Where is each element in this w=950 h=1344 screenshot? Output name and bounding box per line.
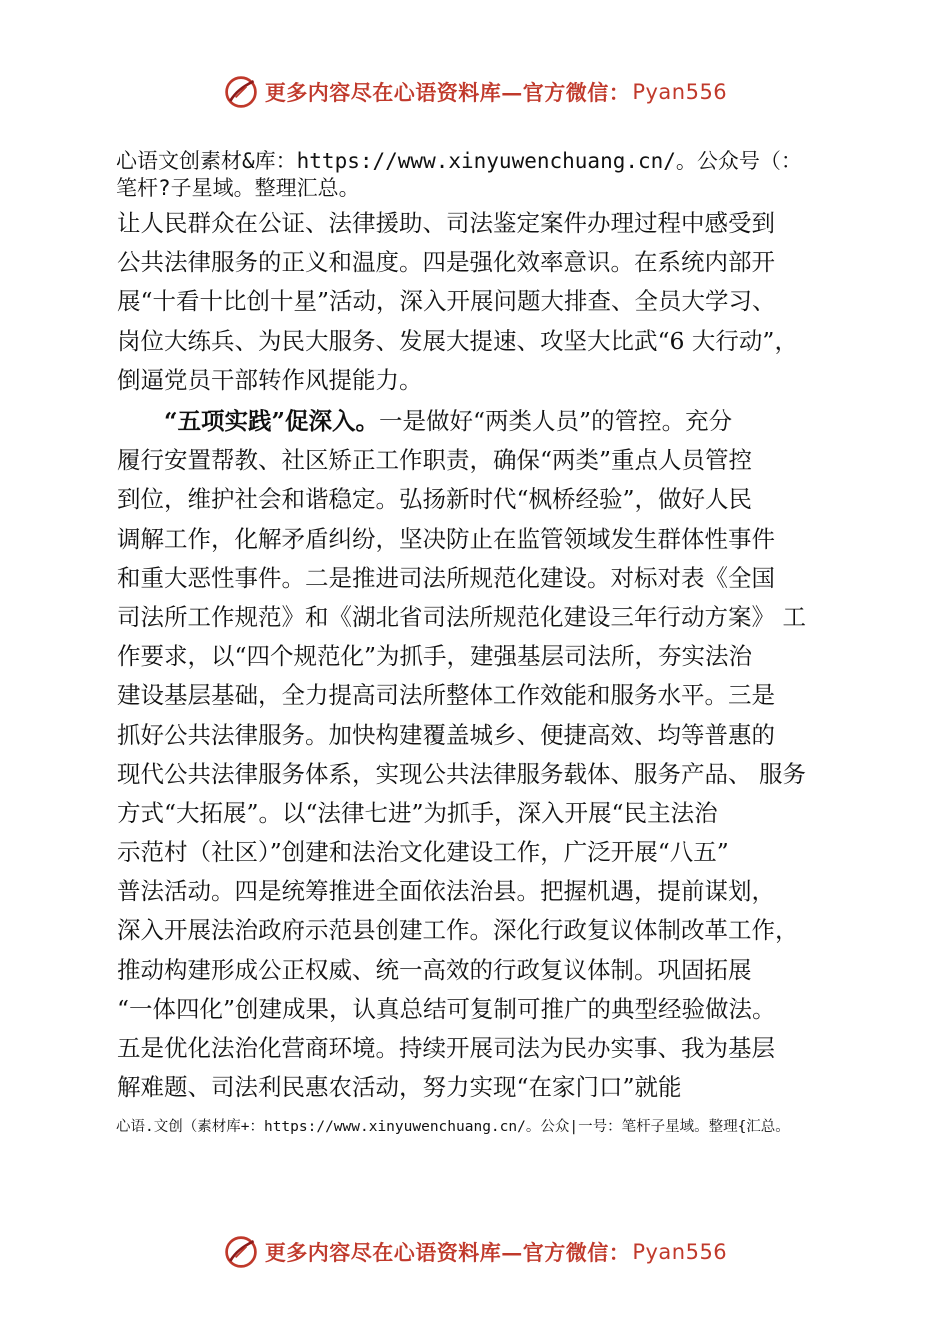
source-note-bottom: 心语.文创（素材库+：https://www.xinyuwenchuang.cn/。公众|一号：笔杆子星域。整理{汇总。	[116, 1119, 790, 1135]
text-line-first	[117, 402, 806, 441]
text-line: 普法活动。四是统筹推进全面依法治县。把握机遇，提前谋划，	[117, 877, 775, 906]
text-line: 推动构建形成公正权威、统一高效的行政复议体制。巩固拓展	[117, 955, 752, 984]
text-segment: 一是做好“两类人员”的管控。充分	[379, 407, 733, 435]
text-line: 到位，维护社会和谐稳定。弘扬新时代“枫桥经验”，做好人民	[117, 485, 753, 514]
section-heading: “五项实践”促深入。	[164, 407, 380, 435]
banner-text: 更多内容尽在心语资料库—官方微信：	[264, 1240, 631, 1265]
text-line: 履行安置帮教、社区矫正工作职责，确保“两类”重点人员管控	[117, 446, 753, 475]
text-line: 示范村（社区）”创建和法治文化建设工作，广泛开展“八五”	[117, 838, 729, 867]
brush-logo-icon	[223, 74, 259, 110]
text-line: “一体四化”创建成果，认真总结可复制可推广的典型经验做法。	[117, 994, 776, 1023]
text-line: 深入开展法治政府示范县创建工作。深化行政复议体制改革工作，	[117, 916, 799, 945]
footer-banner	[0, 1232, 950, 1272]
paragraph-2	[117, 402, 806, 1107]
text-line: 建设基层基础，全力提高司法所整体工作效能和服务水平。三是	[117, 681, 775, 710]
brush-logo-icon	[223, 1234, 259, 1270]
source-line-2: 笔杆?子星域。整理汇总。	[116, 176, 360, 200]
source-line-1: 心语文创素材&库：https://www.xinyuwenchuang.cn/。公众号（：	[116, 149, 802, 173]
source-note-top	[116, 148, 916, 202]
text-line: 五是优化法治化营商环境。持续开展司法为民办实事、我为基层	[117, 1034, 775, 1062]
text-line: 司法所工作规范》和《湖北省司法所规范化建设三年行动方案》 工	[117, 602, 806, 631]
header-banner	[0, 72, 950, 112]
text-line: 作要求，以“四个规范化”为抓手，建强基层司法所，夯实法治	[117, 642, 753, 671]
text-line: 倒逼党员干部转作风提能力。	[117, 365, 423, 394]
text-line: 方式“大拓展”。以“法律七进”为抓手，深入开展“民主法治	[117, 798, 718, 827]
text-line: 和重大恶性事件。二是推进司法所规范化建设。对标对表《全国	[117, 563, 775, 592]
text-line: 调解工作，化解矛盾纠纷，坚决防止在监管领域发生群体性事件	[117, 524, 775, 553]
paragraph-1	[117, 204, 798, 400]
wechat-account: Pyan556	[632, 1240, 728, 1264]
text-line: 解难题、司法利民惠农活动，努力实现“在家门口”就能	[117, 1073, 682, 1102]
text-line: 抓好公共法律服务。加快构建覆盖城乡、便捷高效、均等普惠的	[117, 720, 775, 749]
wechat-account: Pyan556	[632, 80, 728, 104]
text-line: 展“十看十比创十星”活动，深入开展问题大排查、全员大学习、	[117, 287, 776, 316]
banner-text: 更多内容尽在心语资料库—官方微信：	[264, 80, 631, 105]
text-line: 现代公共法律服务体系，实现公共法律服务载体、服务产品、 服务	[117, 759, 806, 788]
text-line: 让人民群众在公证、法律援助、司法鉴定案件办理过程中感受到	[117, 209, 775, 237]
text-line: 岗位大练兵、为民大服务、发展大提速、攻坚大比武“6 大行动”，	[117, 326, 798, 355]
text-line: 公共法律服务的正义和温度。四是强化效率意识。在系统内部开	[117, 248, 775, 277]
